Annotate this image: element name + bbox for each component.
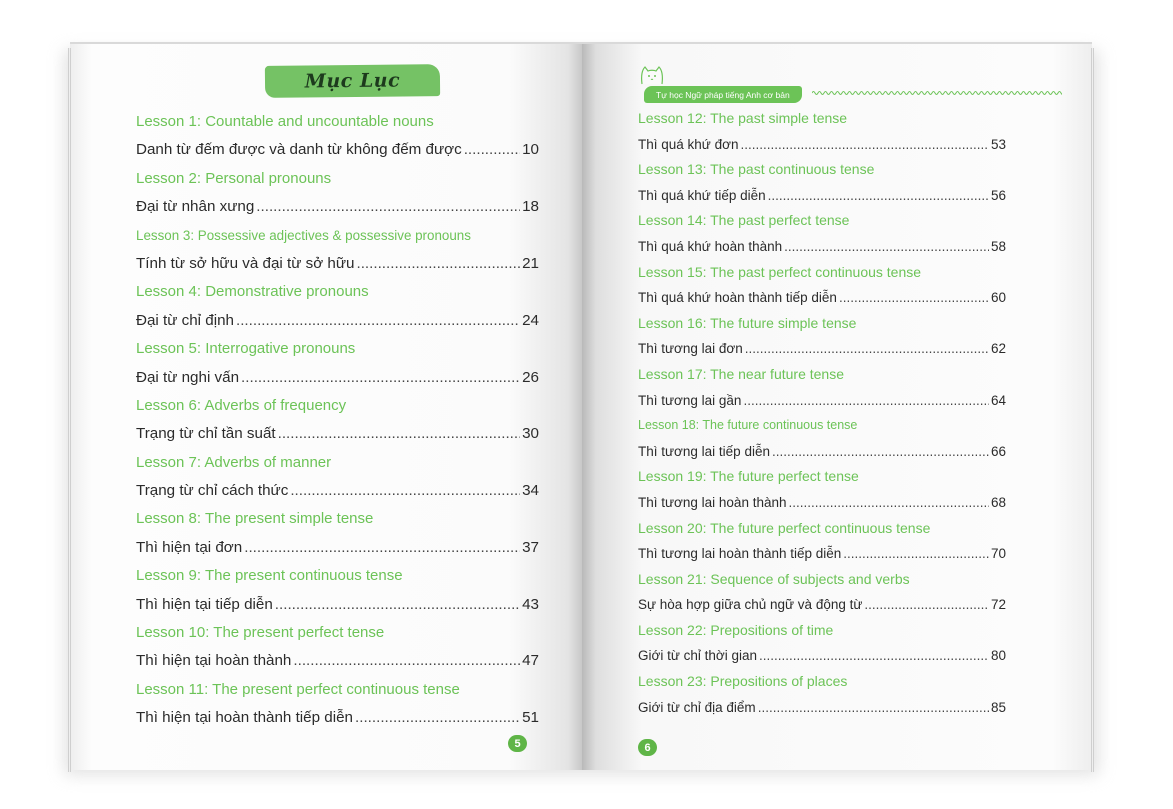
lesson-vietnamese-line [136, 647, 539, 675]
toc-entry [638, 618, 1006, 669]
page-ref: 80 [990, 648, 1006, 664]
dot-leader [256, 193, 520, 221]
vietnamese-title: Đại từ nhân xưng [136, 198, 255, 216]
dot-leader [843, 541, 989, 567]
vietnamese-title: Thì tương lai hoàn thành tiếp diễn [638, 546, 842, 562]
lesson-vietnamese-line [638, 439, 1006, 465]
lesson-vietnamese-line [638, 695, 1006, 721]
cat-icon [639, 64, 665, 86]
lesson-title: Lesson 19: The future perfect tense [638, 468, 859, 485]
page-ref: 34 [522, 482, 539, 500]
toc-entry [638, 157, 1006, 208]
vietnamese-title: Thì hiện tại tiếp diễn [136, 595, 273, 613]
lesson-title: Lesson 17: The near future tense [638, 365, 844, 382]
dot-leader [789, 490, 989, 516]
lesson-vietnamese-line [638, 541, 1006, 567]
lesson-vietnamese-line [136, 136, 539, 164]
vietnamese-title: Thì tương lai đơn [638, 341, 743, 357]
vietnamese-title: Thì tương lai hoàn thành [638, 494, 787, 510]
lesson-title: Lesson 8: The present simple tense [136, 510, 374, 528]
page-ref: 58 [990, 238, 1006, 254]
page-ref: 56 [990, 187, 1006, 203]
lesson-title: Lesson 10: The present perfect tense [136, 624, 385, 642]
lesson-title: Lesson 5: Interrogative pronouns [136, 340, 356, 358]
lesson-title: Lesson 12: The past simple tense [638, 110, 848, 126]
dot-leader [839, 285, 989, 311]
vietnamese-title: Đại từ chỉ định [136, 311, 234, 329]
vietnamese-title: Thì hiện tại hoàn thành tiếp diễn [136, 709, 354, 727]
dot-leader [784, 234, 989, 260]
toc-entry [136, 222, 539, 279]
toc-title-banner [265, 64, 440, 98]
page-ref: 51 [522, 709, 539, 727]
page-ref: 70 [990, 546, 1006, 562]
lesson-vietnamese-line [638, 285, 1006, 311]
wave-divider [812, 88, 1062, 98]
dot-leader [745, 336, 989, 362]
toc-list-right [638, 106, 1006, 720]
vietnamese-title: Thì quá khứ hoàn thành tiếp diễn [638, 290, 837, 306]
lesson-title: Lesson 23: Prepositions of places [638, 673, 848, 690]
toc-entry [136, 619, 539, 676]
vietnamese-title: Thì quá khứ đơn [638, 136, 739, 152]
lesson-vietnamese-line [136, 534, 539, 562]
lesson-title: Lesson 7: Adverbs of manner [136, 453, 332, 471]
lesson-vietnamese-line [136, 704, 539, 732]
lesson-title: Lesson 4: Demonstrative pronouns [136, 283, 369, 301]
page-ref: 53 [990, 136, 1006, 152]
lesson-vietnamese-line [638, 234, 1006, 260]
dot-leader [864, 592, 989, 618]
lesson-title: Lesson 18: The future continuous tense [638, 418, 858, 433]
vietnamese-title: Trạng từ chỉ cách thức [136, 482, 289, 500]
toc-entry [638, 516, 1006, 567]
page-edge-left [68, 48, 72, 772]
page-edge-right [1090, 48, 1094, 772]
dot-leader [355, 704, 520, 732]
lesson-title: Lesson 6: Adverbs of frequency [136, 396, 347, 414]
lesson-vietnamese-line [136, 250, 539, 278]
lesson-vietnamese-line [136, 591, 539, 619]
lesson-vietnamese-line [136, 477, 539, 505]
dot-leader [241, 364, 520, 392]
lesson-vietnamese-line [136, 364, 539, 392]
lesson-title: Lesson 13: The past continuous tense [638, 161, 875, 178]
page-ref: 26 [522, 368, 539, 386]
lesson-vietnamese-line [638, 490, 1006, 516]
dot-leader [740, 132, 989, 158]
toc-entry [136, 108, 539, 165]
page-ref: 66 [990, 443, 1006, 459]
vietnamese-title: Thì tương lai tiếp diễn [638, 443, 770, 459]
dot-leader [293, 647, 520, 675]
dot-leader [759, 643, 989, 669]
dot-leader [464, 136, 520, 164]
page-number-right: 6 [638, 739, 657, 756]
page-ref: 37 [522, 538, 539, 556]
page-ref: 30 [522, 425, 539, 443]
lesson-vietnamese-line [136, 420, 539, 448]
lesson-title: Lesson 20: The future perfect continuous tense [638, 519, 931, 536]
lesson-title: Lesson 15: The past perfect continuous tense [638, 263, 922, 280]
lesson-title: Lesson 3: Possessive adjectives & possessive pronouns [136, 227, 471, 243]
toc-list-left [136, 108, 539, 733]
page-ref: 68 [990, 494, 1006, 510]
vietnamese-title: Thì quá khứ tiếp diễn [638, 187, 766, 203]
toc-entry [638, 567, 1006, 618]
toc-entry [638, 413, 1006, 464]
dot-leader [278, 420, 520, 448]
toc-entry [136, 392, 539, 449]
toc-entry [136, 505, 539, 562]
vietnamese-title: Thì hiện tại đơn [136, 538, 243, 556]
lesson-title: Lesson 9: The present continuous tense [136, 567, 403, 585]
toc-entry [638, 208, 1006, 259]
dot-leader [356, 250, 520, 278]
toc-entry [136, 165, 539, 222]
left-page [70, 42, 582, 770]
dot-leader [244, 534, 520, 562]
toc-entry [638, 464, 1006, 515]
toc-entry [136, 562, 539, 619]
toc-entry [638, 106, 1006, 157]
dot-leader [236, 307, 520, 335]
page-number-left: 5 [508, 735, 527, 752]
page-ref: 21 [522, 254, 539, 272]
toc-entry [136, 335, 539, 392]
open-book [70, 42, 1092, 770]
vietnamese-title: Giới từ chỉ địa điểm [638, 699, 756, 715]
lesson-vietnamese-line [638, 388, 1006, 414]
lesson-title: Lesson 21: Sequence of subjects and verbs [638, 570, 910, 587]
toc-entry [638, 260, 1006, 311]
lesson-vietnamese-line [638, 336, 1006, 362]
toc-entry [638, 362, 1006, 413]
dot-leader [290, 477, 520, 505]
page-ref: 62 [990, 341, 1006, 357]
lesson-title: Lesson 2: Personal pronouns [136, 169, 332, 187]
dot-leader [768, 183, 989, 209]
page-ref: 60 [990, 290, 1006, 306]
toc-entry [136, 449, 539, 506]
lesson-title: Lesson 11: The present perfect continuous tense [136, 680, 460, 698]
dot-leader [772, 439, 989, 465]
page-ref: 85 [990, 699, 1006, 715]
page-ref: 43 [522, 595, 539, 613]
lesson-title: Lesson 1: Countable and uncountable nouns [136, 113, 434, 130]
lesson-vietnamese-line [638, 132, 1006, 158]
page-ref: 18 [522, 198, 539, 216]
lesson-title: Lesson 16: The future simple tense [638, 314, 857, 331]
header-text: Tự học Ngữ pháp tiếng Anh cơ bản [656, 89, 790, 100]
toc-entry [136, 676, 539, 733]
dot-leader [275, 591, 520, 619]
vietnamese-title: Thì quá khứ hoàn thành [638, 238, 783, 254]
page-ref: 24 [522, 311, 539, 329]
page-ref: 10 [522, 141, 539, 159]
lesson-vietnamese-line [638, 592, 1006, 618]
vietnamese-title: Tính từ sở hữu và đại từ sở hữu [136, 254, 355, 272]
toc-entry [638, 669, 1006, 720]
toc-entry [136, 278, 539, 335]
vietnamese-title: Trạng từ chỉ tần suất [136, 425, 276, 443]
toc-entry [638, 311, 1006, 362]
header-tag [644, 86, 802, 103]
lesson-title: Lesson 14: The past perfect tense [638, 212, 850, 229]
right-page [582, 42, 1092, 770]
lesson-vietnamese-line [136, 307, 539, 335]
dot-leader [743, 388, 989, 414]
vietnamese-title: Thì tương lai gần [638, 392, 742, 408]
vietnamese-title: Danh từ đếm được và danh từ không đếm được [136, 141, 462, 159]
lesson-title: Lesson 22: Prepositions of time [638, 621, 834, 638]
page-ref: 72 [990, 597, 1006, 613]
running-header [636, 64, 1056, 100]
page-ref: 64 [990, 392, 1006, 408]
vietnamese-title: Thì hiện tại hoàn thành [136, 652, 292, 670]
toc-title: Mục Lục [304, 69, 401, 93]
dot-leader [758, 695, 989, 721]
lesson-vietnamese-line [638, 183, 1006, 209]
lesson-vietnamese-line [638, 643, 1006, 669]
vietnamese-title: Giới từ chỉ thời gian [638, 648, 758, 664]
vietnamese-title: Đại từ nghi vấn [136, 368, 240, 386]
lesson-vietnamese-line [136, 193, 539, 221]
vietnamese-title: Sự hòa hợp giữa chủ ngữ và động từ [638, 597, 863, 613]
page-ref: 47 [522, 652, 539, 670]
